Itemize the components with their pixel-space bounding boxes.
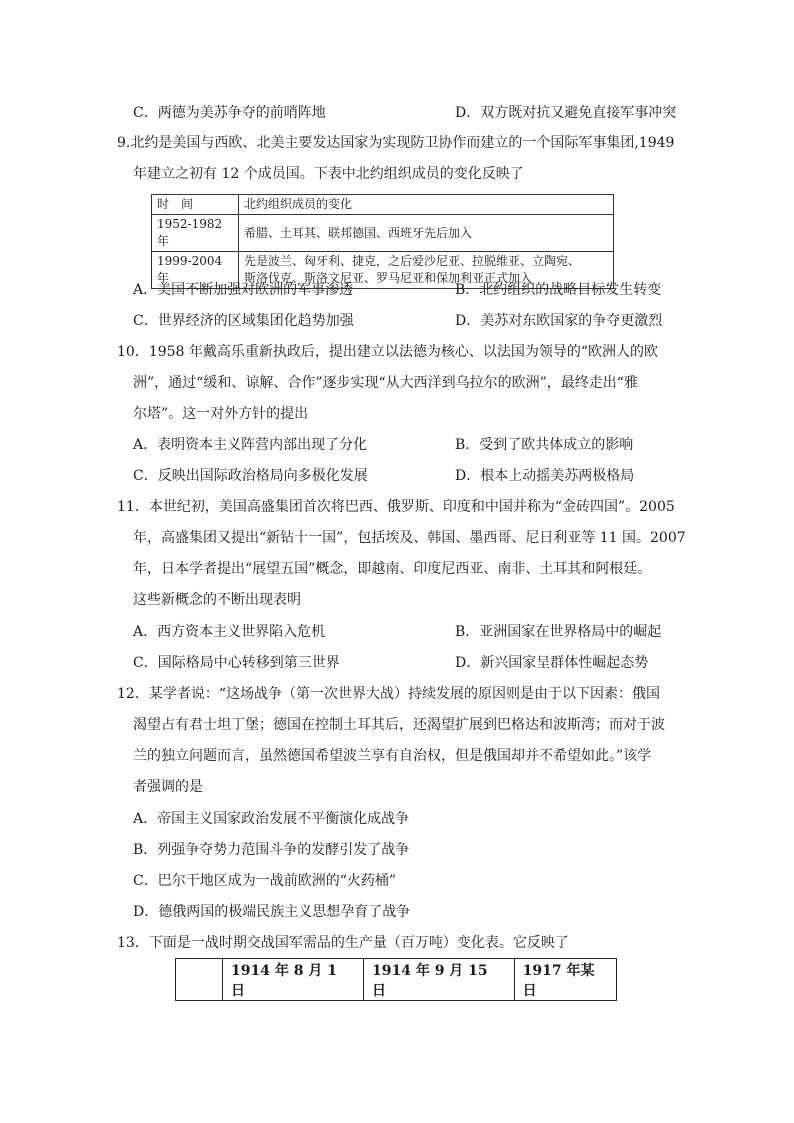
q9-table-cell: 1999-2004 年 [152,252,239,289]
q9-table-cell-line-1: 先是波兰、匈牙利、捷克，之后爱沙尼亚、拉脱维亚、立陶宛、 [244,254,581,268]
q9-table-header-time: 时 间 [152,195,239,215]
q10-option-b: B．受到了欧共体成立的影响 [455,437,634,453]
q12-stem-line-1: 12．某学者说：“这场战争（第一次世界大战）持续发展的原因则是由于以下因素：俄国 [117,686,660,702]
table-row [152,195,614,215]
q12-stem-line-3: 兰的独立问题而言，虽然德国希望波兰享有自治权，但是俄国却并不希望如此。”该学 [133,748,652,764]
q11-option-b: B．亚洲国家在世界格局中的崛起 [455,624,662,640]
q13-table-header-date-3: 1917 年某日 [514,959,616,1001]
q9-table [151,194,614,289]
q9-option-c: C．世界经济的区域集团化趋势加强 [133,313,354,329]
q9-table-header-change: 北约组织成员的变化 [239,195,614,215]
q13-stem-line-1: 13．下面是一战时期交战国军需品的生产量（百万吨）变化表。它反映了 [117,935,569,951]
q11-option-c: C．国际格局中心转移到第三世界 [133,655,340,671]
q9-option-a: A．美国不断加强对欧洲的军事渗透 [133,282,354,298]
q13-table-header-blank [176,959,223,1001]
q11-stem-line-2: 年，高盛集团又提出“新钻十一国”，包括埃及、韩国、墨西哥、尼日利亚等 11 国。2007 [133,530,686,546]
q11-stem-line-3: 年，日本学者提出“展望五国”概念，即越南、印度尼西亚、南非、土耳其和阿根廷。 [133,561,652,577]
q12-option-c: C．巴尔干地区成为一战前欧洲的“火药桶” [133,873,397,889]
q9-option-b: B．北约组织的战略目标发生转变 [455,282,662,298]
q12-stem-line-2: 渴望占有君士坦丁堡；德国在控制土耳其后，还渴望扩展到巴格达和波斯湾；而对于波 [133,717,665,733]
q11-option-d: D．新兴国家呈群体性崛起态势 [455,655,649,671]
q11-stem-line-1: 11．本世纪初，美国高盛集团首次将巴西、俄罗斯、印度和中国并称为“金砖四国”。2005 [117,499,675,515]
q11-option-a: A．西方资本主义世界陷入危机 [133,624,326,640]
q8-option-d: D．双方既对抗又避免直接军事冲突 [455,105,677,121]
q12-option-d: D．德俄两国的极端民族主义思想孕育了战争 [133,904,411,920]
table-row [152,215,614,252]
q11-stem-line-4: 这些新概念的不断出现表明 [133,592,301,608]
q9-table-cell: 希腊、土耳其、联邦德国、西班牙先后加入 [239,215,614,252]
q13-table [175,958,617,1001]
q8-option-c: C．两德为美苏争夺的前哨阵地 [133,105,326,121]
q10-option-a: A．表明资本主义阵营内部出现了分化 [133,437,368,453]
table-row [176,959,617,1001]
q10-option-d: D．根本上动摇美苏两极格局 [455,468,635,484]
q9-stem-line-2: 年建立之初有 12 个成员国。下表中北约组织成员的变化反映了 [133,166,524,182]
q10-stem-line-3: 尔塔”。这一对外方针的提出 [133,406,309,422]
q9-table-cell-line-2: 斯洛伐克、斯洛文尼亚、罗马尼亚和保加利亚正式加入 [244,271,533,285]
q12-stem-line-4: 者强调的是 [133,779,203,795]
q10-stem-line-1: 10．1958 年戴高乐重新执政后，提出建立以法德为核心、以法国为领导的“欧洲人的欧 [117,344,659,360]
q12-option-a: A．帝国主义国家政治发展不平衡演化成战争 [133,811,410,827]
q9-option-d: D．美苏对东欧国家的争夺更激烈 [455,313,663,329]
q12-option-b: B．列强争夺势力范围斗争的发酵引发了战争 [133,842,410,858]
q13-table-header-date-1: 1914 年 8 月 1 日 [223,959,364,1001]
q9-table-cell: 1952-1982 年 [152,215,239,252]
q10-option-c: C．反映出国际政治格局向多极化发展 [133,468,368,484]
q10-stem-line-2: 洲”，通过“缓和、谅解、合作”逐步实现“从大西洋到乌拉尔的欧洲”，最终走出“雅 [133,375,638,391]
q9-stem-line-1: 9.北约是美国与西欧、北美主要发达国家为实现防卫协作而建立的一个国际军事集团,1949 [117,135,675,151]
q13-table-header-date-2: 1914 年 9 月 15 日 [363,959,514,1001]
